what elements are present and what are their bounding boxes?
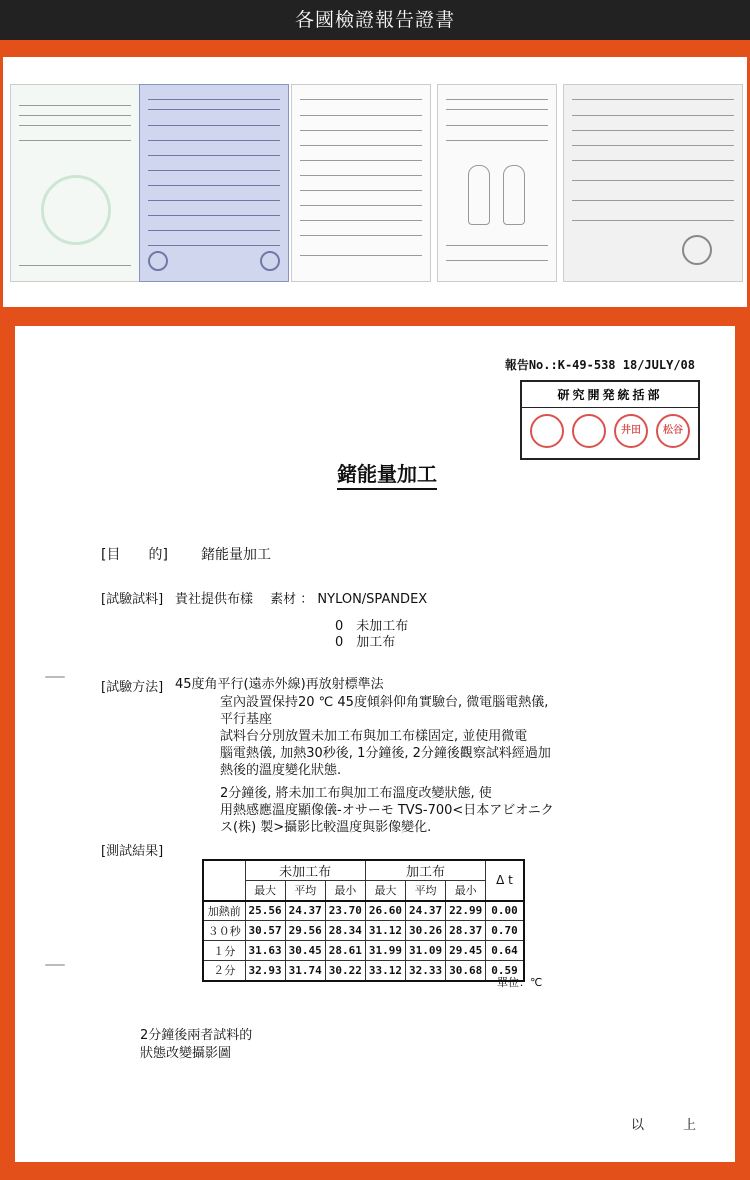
closing-line: 狀態改變攝影圖 (140, 1046, 232, 1061)
table-cell: 30.68 (446, 961, 486, 981)
end-mark-1: 以 (631, 1118, 645, 1133)
table-cell: 29.45 (446, 941, 486, 961)
table-cell: 30.45 (285, 941, 325, 961)
test-report-document (15, 326, 735, 1162)
report-number: 報告No.:K-49-538 18/JULY/08 (504, 358, 695, 372)
sub-header: 最大 (365, 881, 405, 901)
table-cell: 0.70 (486, 921, 524, 941)
method-label: [試驗方法] (101, 680, 164, 695)
table-cell: 28.37 (446, 921, 486, 941)
sub-header: 平均 (285, 881, 325, 901)
method-line: 2分鐘後, 將未加工布與加工布溫度改變狀態, 使 (220, 786, 492, 801)
table-cell: 22.99 (446, 901, 486, 921)
binder-mark (45, 676, 65, 678)
table-cell: 31.09 (406, 941, 446, 961)
table-row (203, 941, 524, 961)
method-line: 試料台分別放置未加工布與加工布樣固定, 並使用微電 (220, 729, 528, 744)
purpose-label: [目 的] (101, 547, 168, 563)
method-line: 平行基座 (220, 712, 273, 727)
table-cell: 28.61 (325, 941, 365, 961)
method-line: 室內設置保持20 ℃ 45度傾斜仰角實驗台, 微電腦電熱儀, (220, 695, 549, 710)
table-cell: 0.59 (486, 961, 524, 981)
purpose-value: 鍺能量加工 (201, 547, 271, 563)
treated-group-header: 加工布 (365, 860, 485, 881)
unit-label: 單位：℃ (497, 976, 543, 989)
table-cell: 30.57 (245, 921, 285, 941)
table-cell: 23.70 (325, 901, 365, 921)
certificate-thumbnail-4 (437, 84, 557, 282)
sub-header: 最小 (325, 881, 365, 901)
table-row (203, 961, 524, 981)
row-label: ３０秒 (203, 921, 245, 941)
table-cell: 24.37 (406, 901, 446, 921)
table-cell: 32.33 (406, 961, 446, 981)
certificate-thumbnails-panel (3, 57, 747, 307)
row-label: １分 (203, 941, 245, 961)
sub-header: 最大 (245, 881, 285, 901)
certificate-thumbnails-band (0, 40, 750, 310)
sample-item-untreated: 0 未加工布 (335, 619, 409, 634)
table-cell: 0.64 (486, 941, 524, 961)
binder-mark (45, 964, 65, 966)
table-corner-cell (203, 860, 245, 901)
table-cell: 33.12 (365, 961, 405, 981)
table-cell: 29.56 (285, 921, 325, 941)
table-row (203, 901, 524, 921)
report-title: 鍺能量加工 (337, 458, 437, 490)
method-line: 熱後的溫度變化狀態. (220, 763, 342, 778)
untreated-group-header: 未加工布 (245, 860, 365, 881)
sub-header: 最小 (446, 881, 486, 901)
table-cell: 31.99 (365, 941, 405, 961)
seal-4: 松谷 (656, 414, 690, 448)
table-cell: 0.00 (486, 901, 524, 921)
table-cell: 31.74 (285, 961, 325, 981)
seal-1 (530, 414, 564, 448)
table-cell: 25.56 (245, 901, 285, 921)
approval-stamp-box (520, 380, 700, 460)
table-cell: 31.12 (365, 921, 405, 941)
certificate-thumbnail-1 (10, 84, 140, 282)
certificate-thumbnail-3 (291, 84, 431, 282)
method-line: 用熱感應溫度顯像儀-オサーモ TVS-700<日本アビオニク (220, 803, 554, 818)
table-cell: 26.60 (365, 901, 405, 921)
sample-label: [試驗試料] (101, 592, 164, 607)
delta-header: Δ t (486, 860, 524, 901)
sub-header: 平均 (406, 881, 446, 901)
table-cell: 30.22 (325, 961, 365, 981)
department-name: 研究開発統括部 (522, 382, 698, 408)
closing-line: 2分鐘後兩者試料的 (140, 1028, 253, 1043)
table-row (203, 921, 524, 941)
sample-value: 貴社提供布樣 素材 ： NYLON/SPANDEX (175, 592, 428, 607)
method-line: ス(株) 製>攝影比較溫度與影像變化. (220, 820, 432, 835)
table-cell: 24.37 (285, 901, 325, 921)
results-label: [測試結果] (101, 844, 164, 859)
method-line: 腦電熱儀, 加熱30秒後, 1分鐘後, 2分鐘後觀察試料經過加 (220, 746, 551, 761)
sample-item-treated: 0 加工布 (335, 635, 396, 650)
table-cell: 32.93 (245, 961, 285, 981)
certificate-thumbnail-2 (139, 84, 289, 282)
certificate-thumbnail-5 (563, 84, 743, 282)
page-header (0, 0, 750, 40)
row-label: 加熱前 (203, 901, 245, 921)
table-cell: 30.26 (406, 921, 446, 941)
end-mark-2: 上 (683, 1118, 697, 1133)
table-cell: 31.63 (245, 941, 285, 961)
seal-3: 井田 (614, 414, 648, 448)
row-label: ２分 (203, 961, 245, 981)
table-cell: 28.34 (325, 921, 365, 941)
method-summary: 45度角平行(遠赤外線)再放射標準法 (175, 677, 384, 692)
results-table (202, 859, 525, 982)
header-title: 各國檢證報告證書 (294, 9, 455, 31)
seal-2 (572, 414, 606, 448)
